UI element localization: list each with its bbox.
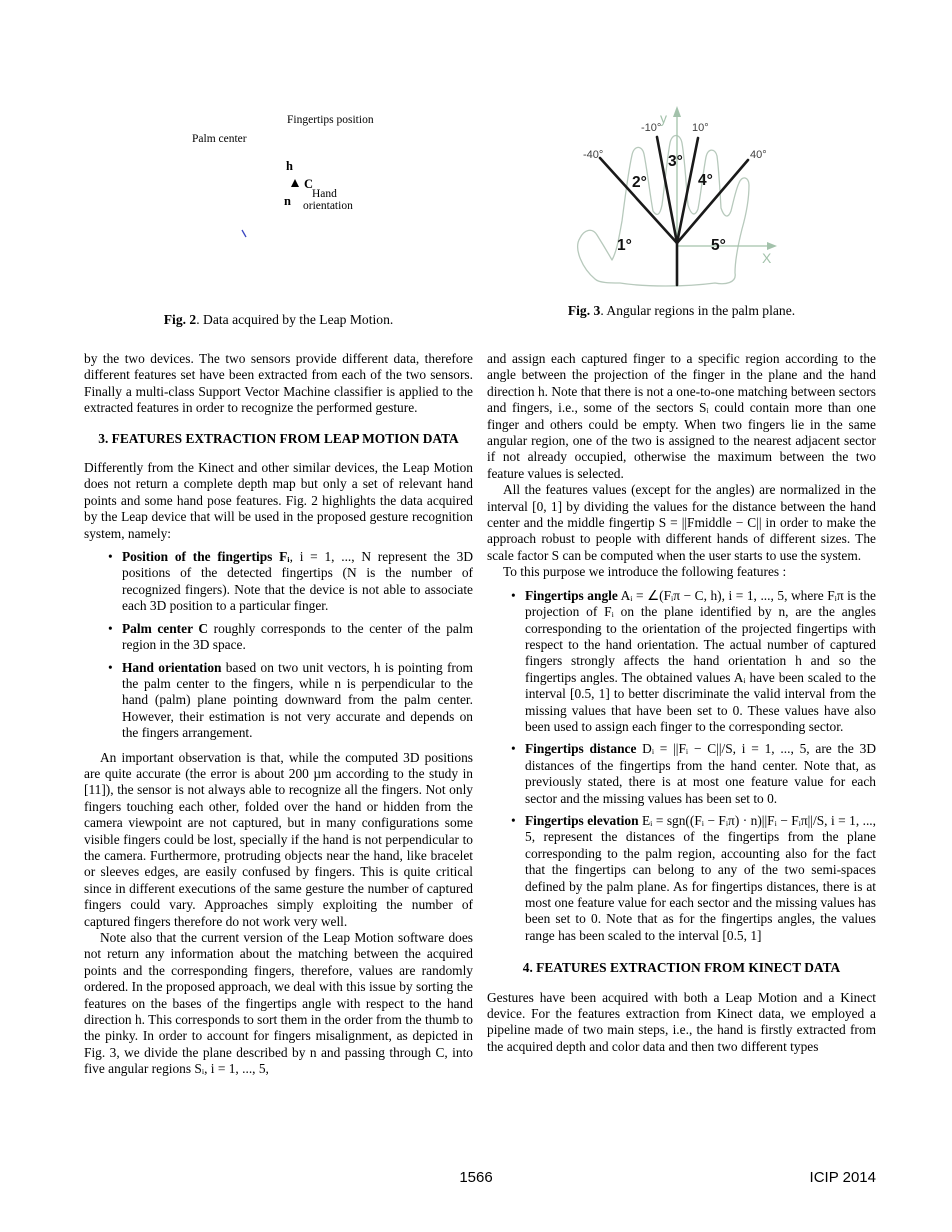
fig2-n-vector-label: n [284,194,291,208]
fig2-hand-label: Hand [312,188,337,200]
figure-3-caption-text: . Angular regions in the palm plane. [600,303,796,318]
sector-line-minus40 [600,158,677,243]
figure-3-diagram [565,93,875,293]
y-axis-label: y [660,110,667,126]
paragraph-features-intro: To this purpose we introduce the following features : [503,564,787,580]
hand-outline [578,136,749,287]
bullet-label: Fingertips angle [525,587,618,603]
figure-3-caption [487,303,876,319]
right-column [487,351,876,1055]
sector-label-1: 1° [617,237,632,254]
bullet-text: Dᵢ = ||Fᵢ − C||/S, i = 1, ..., 5, are the 3D distances of the fingertips from the hand center. Note that, as previously stated, there is at most one feature value for each sector and the missing values has been set to 0. [525,741,876,806]
bullet-text: Eᵢ = sgn((Fᵢ − Fᵢπ) · n)||Fᵢ − Fᵢπ||/S, i = 1, ..., 5, represent the distances of the fingertips from the plane corresponding to the palm region, accounting also for the fact that the fingertips can belong to any of the two semi-spaces defined by the palm plane. As for fingertips distances, there is at most one feature value for each sector and the missing values has been set to 0. Note that as for the fingertips angles, the values range has been scaled to the interval [0.5, 1] [525,812,877,943]
fig2-triangle-marker-icon [291,179,299,187]
bullet-label: Position of the fingertips Fᵢ [122,549,290,565]
bullet-text: based on two unit vectors, h is pointing from the palm center to the fingers, while n is perpendicular to the hand (palm) plane pointing downward from the palm center. However, their estimation is not very accurate and depends on the fingers arrangement. [122,659,473,741]
figure-2-diagram [95,95,475,330]
angle-label-plus40: 40° [750,149,767,161]
angle-label-plus10: 10° [692,122,709,134]
figure-2-caption-prefix: Fig. 2 [163,312,197,327]
figure-3-caption-prefix: Fig. 3 [567,303,601,318]
angle-label-minus10: -10° [641,122,662,134]
leap-data-bullet-list [84,549,473,741]
sector-label-2: 2° [632,174,647,191]
features-bullet-list [487,588,876,945]
list-item-fingertips-distance [525,741,876,807]
section-4-heading: 4. FEATURES EXTRACTION FROM KINECT DATA [522,960,841,976]
paragraph-intro-continued: by the two devices. The two sensors provide different data, therefore different features set have been extracted from each of the two sensors. Finally a multi-class Support Vector Machine classifier is applied to the extracted features in order to recognize the performed gesture. [84,351,473,416]
angle-label-minus40: -40° [583,149,604,161]
x-axis-arrow-icon [767,242,777,250]
bullet-text: Aᵢ = ∠(Fᵢπ − C, h), i = 1, ..., 5, where Fᵢπ is the projection of Fᵢ on the plane identified by n, are the angles corresponding to the orientation of the projected fingertips with respect to the hand orientation. The actual number of captured fingers strongly affects the hand orientation h and so the fingertips angles. The obtained values Aᵢ have been scaled to the interval [0.5, 1] to better discriminate the valid interval from the missing values that have been set to 0. These values have also been used to assign each finger to the corresponding sector. [525,587,877,734]
bullet-label: Fingertips distance [525,741,637,757]
bullet-label: Hand orientation [122,659,222,675]
bullet-text: roughly corresponds to the center of the palm region in the 3D space. [122,620,473,653]
bullet-label: Palm center C [122,620,209,636]
list-item-fingertips-position [122,549,473,615]
paragraph-kinect-pipeline: Gestures have been acquired with both a Leap Motion and a Kinect device. For the features extraction from Kinect data, we employed a pipeline made of two main steps, i.e., the hand is firstly extracted from the acquired depth and color data and then two different types [487,989,876,1054]
venue-label: ICIP 2014 [809,1169,876,1186]
bullet-label: Fingertips elevation [525,812,639,828]
list-item-fingertips-angle [525,588,876,736]
figure-2-caption [84,312,473,328]
y-axis-arrow-icon [673,106,681,117]
fig2-h-vector-label: h [286,159,293,173]
paragraph-leap-overview: Differently from the Kinect and other similar devices, the Leap Motion does not return a complete depth map but only a set of relevant hand points and some hand pose features. Fig. 2 highlights the data acquired by the Leap device that will be used in the proposed gesture recognition system, namely: [84,460,473,541]
fig2-blue-tick-mark [242,230,246,237]
sector-label-3: 3° [668,153,683,170]
list-item-hand-orientation [122,660,473,742]
fig2-orientation-label: orientation [303,200,353,212]
x-axis-label: X [762,250,772,266]
fig2-fingertips-label: Fingertips position [287,114,374,126]
list-item-fingertips-elevation [525,813,876,944]
figure-2-caption-text: . Data acquired by the Leap Motion. [196,312,394,327]
sector-label-4: 4° [698,172,713,189]
fig2-c-point-label: C [304,177,314,191]
sector-label-5: 5° [711,237,726,254]
list-item-palm-center [122,621,473,654]
section-3-heading: 3. FEATURES EXTRACTION FROM LEAP MOTION DATA [98,430,459,446]
fig2-palm-label: Palm center [192,133,247,145]
paragraph-accuracy-observation: An important observation is that, while the computed 3D positions are quite accurate (the error is about 200 µm according to the study in [11]), the sensor is not always able to recognize all the fingers. Not only fingers touching each other, folded over the hand or hidden from the camera viewpoint are not captured, but in many configurations some visible fingers could be lost, specially if the hand is not perpendicular to the camera. Furthermore, protruding objects near the hand, like bracelet or sleeves edges, are easily confused by fingers. This is quite critical since in different executions of the same gesture the number of captured fingers could vary. Approaches simply exploiting the number of captured fingers therefore do not work very well. [84,749,473,929]
paragraph-ordering-note: Note also that the current version of the Leap Motion software does not return any information about the matching between the acquired points and the corresponding fingers, therefore, values are randomly ordered. In the proposed approach, we deal with this issue by sorting the features on the bases of the fingertips angle with respect to the hand direction h. This corresponds to sort them in the order from the thumb to the pinky. In order to account for fingers misalignment, as depicted in Fig. 3, we divide the plane described by n and passing through C, into five angular regions Sᵢ, i = 1, ..., 5, [84,930,473,1077]
bullet-text: , i = 1, ..., N represent the 3D positions of the detected fingertips (N is the number of recognized fingers). Note that the device is not able to associate each 3D position to a particular finger. [122,549,473,614]
left-column [84,351,473,1078]
page-number: 1566 [459,1169,493,1186]
paragraph-sector-assignment: and assign each captured finger to a specific region according to the angle between the projection of the finger in the plane and the hand direction h. Note that there is not a one-to-one matching between sectors and fingers, i.e., some of the sectors Sᵢ could contain more than one finger and others could be empty. When two fingers lie in the same angular region, one of the two is assigned to the nearest adjacent sector if not already occupied, otherwise the maximum between the two feature values is selected. [487,351,876,481]
paragraph-normalization: All the features values (except for the angles) are normalized in the interval [0, 1] by dividing the values for the distance between the hand center and the middle fingertip S = ||Fmiddle − C|| in order to make the approach robust to people with different hands of different sizes. The scale factor S can be computed when the user starts to use the system. [487,482,876,563]
